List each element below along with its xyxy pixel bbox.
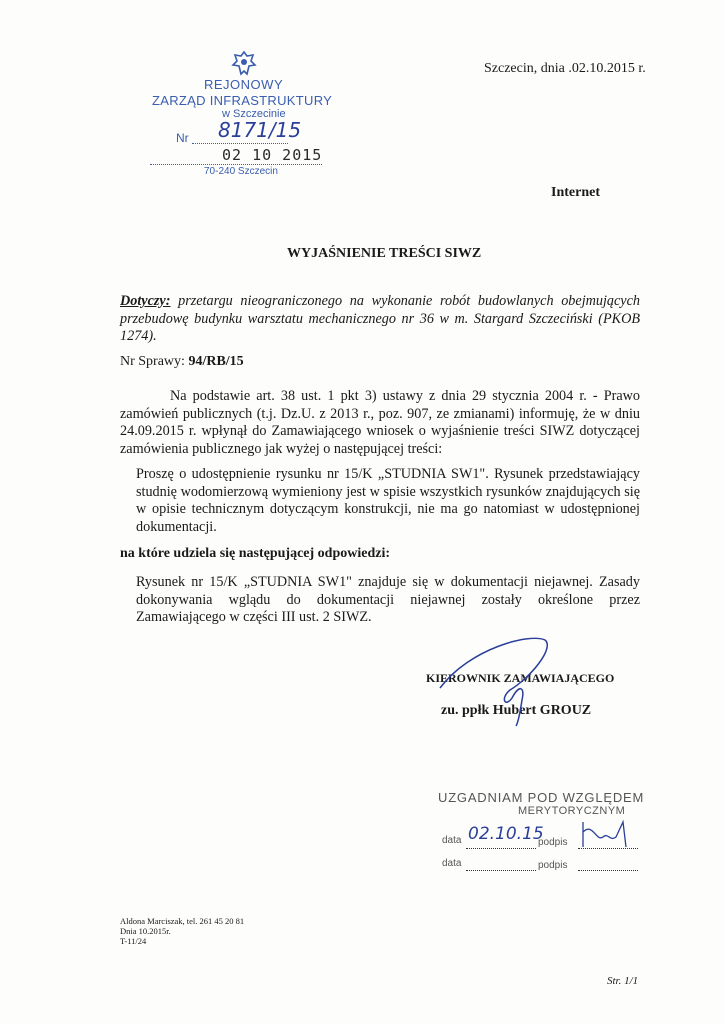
approval-stamp bbox=[438, 790, 648, 875]
stamp-nr-label: Nr bbox=[176, 131, 189, 145]
stamp-line-3: w Szczecinie bbox=[222, 108, 286, 120]
approval-sign-label-2: podpis bbox=[538, 860, 568, 871]
signature-name: zu. ppłk Hubert GROUZ bbox=[441, 703, 592, 718]
stamp-nr-value: 8171/15 bbox=[218, 118, 302, 142]
signature-role: KIEROWNIK ZAMAWIAJĄCEGO bbox=[426, 671, 615, 685]
intro-paragraph: Na podstawie art. 38 ust. 1 pkt 3) ustawy z dnia 29 stycznia 2004 r. - Prawo zamówień publicznych (t.j. Dz.U. z 2013 r., poz. 907, ze zmianami) informuję, że w dniu 24.09.2015 r. wpłynął do Zamawiającego wniosek o wyjaśnienie treści SIWZ dotyczącej zamówienia publicznego jak wyżej o następującej treści: bbox=[120, 388, 640, 457]
approval-date-label: data bbox=[442, 835, 462, 846]
approval-date-value: 02.10.15 bbox=[468, 824, 544, 844]
case-number bbox=[120, 354, 244, 370]
answer-paragraph: Rysunek nr 15/K „STUDNIA SW1" znajduje się w dokumentacji niejawnej. Zasady dokonywania wglądu do dokumentacji niejawnej zostały określone przez Zamawiającego w części III ust. 2 SIWZ. bbox=[136, 574, 640, 625]
place-date: Szczecin, dnia .02.10.2015 r. bbox=[484, 61, 646, 76]
approval-signature bbox=[578, 812, 638, 852]
stamp-line-1: REJONOWY bbox=[204, 77, 284, 92]
registry-stamp bbox=[140, 50, 350, 180]
footer-date: Dnia 10.2015r. bbox=[120, 926, 171, 936]
eagle-emblem-icon bbox=[231, 50, 257, 78]
approval-sign-label: podpis bbox=[538, 837, 568, 848]
subject-block bbox=[120, 293, 640, 346]
footer-ref: T-11/24 bbox=[120, 936, 147, 946]
approval-line-1: UZGADNIAM POD WZGLĘDEM bbox=[438, 790, 645, 805]
subject-label: Dotyczy: bbox=[120, 293, 171, 309]
handwritten-signature bbox=[430, 628, 570, 728]
stamp-postcode: 70-240 Szczecin bbox=[204, 166, 278, 177]
stamp-line-2: ZARZĄD INFRASTRUKTURY bbox=[152, 93, 333, 108]
case-value: 94/RB/15 bbox=[188, 354, 244, 369]
approval-line-2: MERYTORYCZNYM bbox=[518, 805, 626, 817]
subject-text: przetargu nieograniczonego na wykonanie robót budowlanych obejmujących przebudowę budynku warsztatu mechanicznego nr 36 w m. Stargard Szczeciński (PKOB 1274). bbox=[120, 293, 640, 344]
stamp-date: 02 10 2015 bbox=[222, 146, 323, 164]
footer-author: Aldona Marciszak, tel. 261 45 20 81 bbox=[120, 916, 245, 926]
approval-date-label-2: data bbox=[442, 858, 462, 869]
case-label: Nr Sprawy: bbox=[120, 354, 185, 369]
page-number: Str. 1/1 bbox=[607, 975, 639, 987]
document-title: WYJAŚNIENIE TREŚCI SIWZ bbox=[287, 246, 482, 261]
recipient: Internet bbox=[551, 185, 600, 200]
answer-heading: na które udziela się następującej odpowiedzi: bbox=[120, 546, 391, 561]
question-paragraph: Proszę o udostępnienie rysunku nr 15/K „STUDNIA SW1". Rysunek przedstawiający studnię wodomierzową wymieniony jest w spisie wszystkich rysunków znajdujących się w opisie technicznym dotyczącym konstrukcji, nie ma go natomiast w udostępnionej dokumentacji. bbox=[136, 466, 640, 535]
